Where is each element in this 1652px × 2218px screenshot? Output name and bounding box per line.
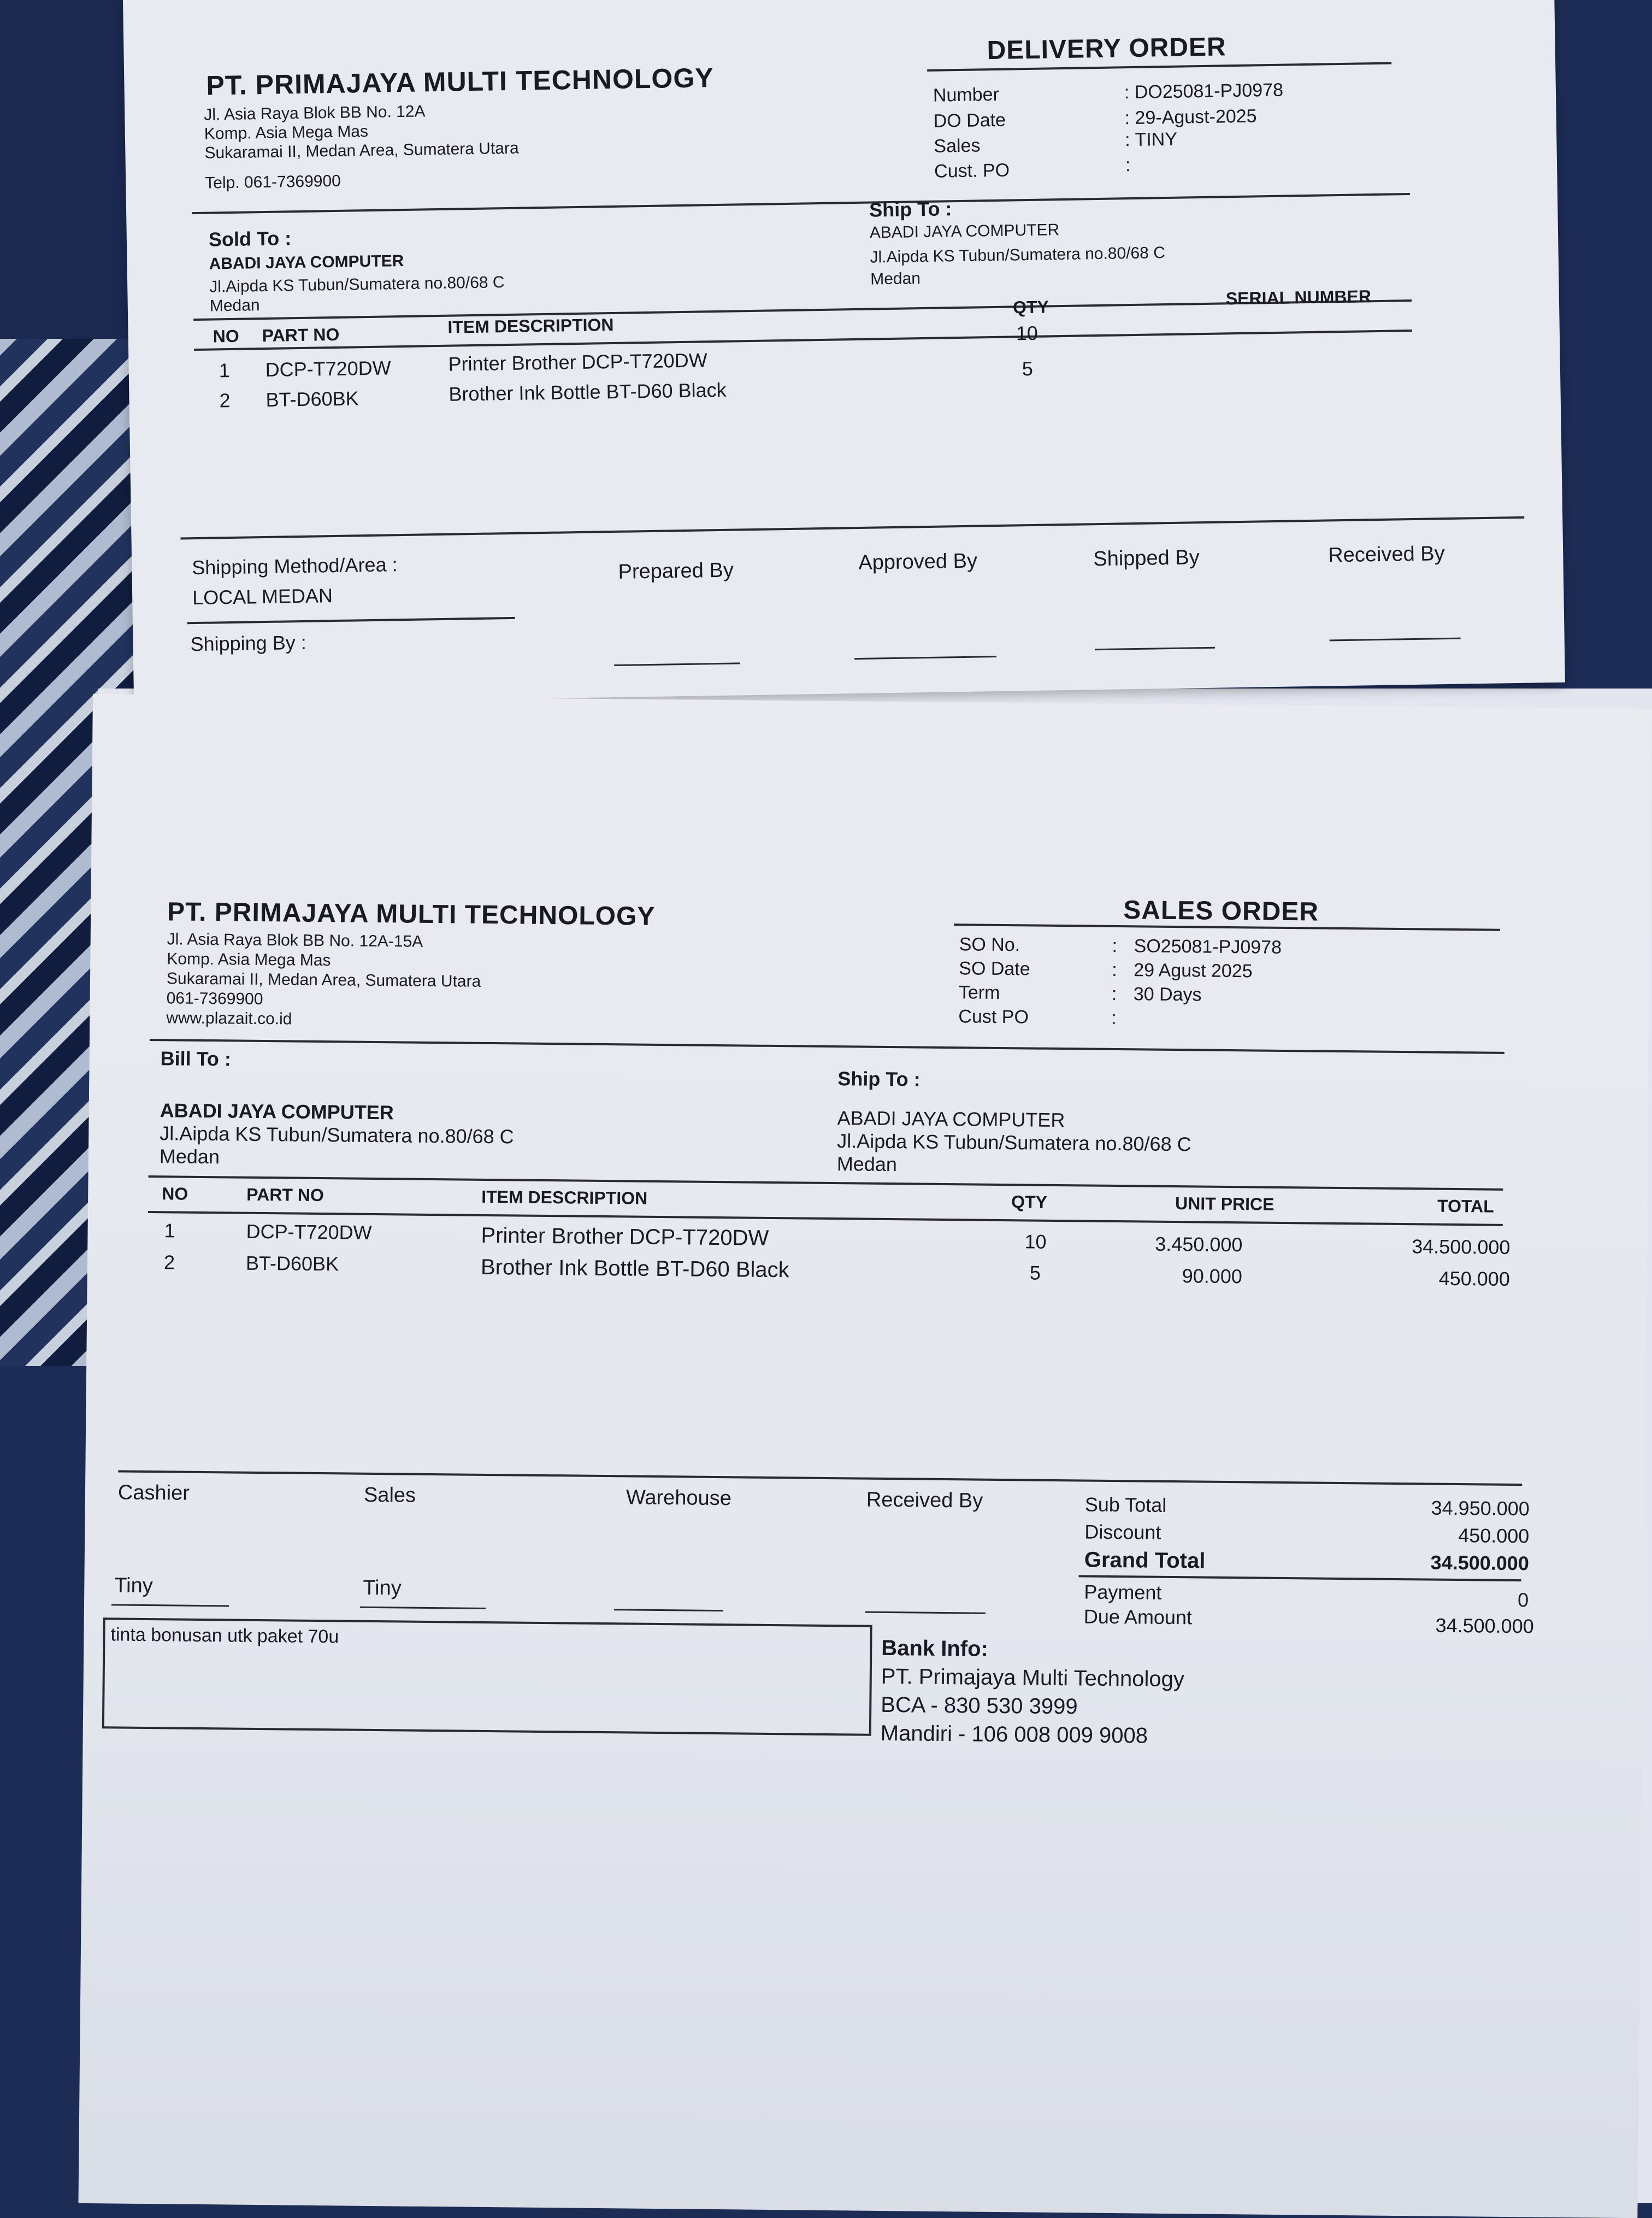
do-ship-to-label: Ship To :	[869, 197, 952, 221]
do-shipping-line	[187, 617, 515, 624]
do-footer-divider	[180, 516, 1524, 540]
do-prepared-sign-line	[614, 662, 740, 666]
so-row-desc: Brother Ink Bottle BT-D60 Black	[480, 1255, 789, 1282]
so-date-label: SO Date	[959, 958, 1030, 980]
do-ship-to-address: Jl.Aipda KS Tubun/Sumatera no.80/68 C	[870, 244, 1166, 267]
so-row-total: 34.500.000	[1412, 1235, 1511, 1258]
so-colon-4: :	[1111, 1007, 1117, 1029]
so-notes-text: tinta bonusan utk paket 70u	[110, 1624, 339, 1648]
so-row-unit: 3.450.000	[1155, 1232, 1243, 1256]
do-received-by: Received By	[1328, 542, 1445, 567]
do-prepared-by: Prepared By	[618, 558, 734, 584]
so-bank-line1: PT. Primajaya Multi Technology	[881, 1664, 1185, 1692]
so-bank-line3: Mandiri - 106 008 009 9008	[880, 1721, 1148, 1748]
so-row-no: 1	[164, 1219, 175, 1242]
do-col-qty: QTY	[1012, 297, 1049, 317]
do-table-header-line	[194, 330, 1412, 351]
so-received-sign-line	[865, 1611, 986, 1614]
do-shipped-sign-line	[1095, 647, 1215, 650]
so-row-desc: Printer Brother DCP-T720DW	[481, 1223, 769, 1250]
so-row-qty: 5	[1029, 1261, 1041, 1284]
do-shipping-method-label: Shipping Method/Area :	[192, 553, 398, 579]
do-row-desc: Brother Ink Bottle BT-D60 Black	[449, 378, 727, 405]
so-date-value: 29 Agust 2025	[1134, 960, 1253, 982]
so-ship-to-label: Ship To :	[837, 1067, 921, 1091]
so-row-part: DCP-T720DW	[246, 1220, 372, 1244]
do-company-phone: Telp. 061-7369900	[205, 172, 341, 192]
so-warehouse-label: Warehouse	[626, 1486, 732, 1510]
so-discount-value: 450.000	[1458, 1524, 1530, 1548]
so-company-address1: Jl. Asia Raya Blok BB No. 12A-15A	[167, 930, 423, 951]
do-shipping-method-value: LOCAL MEDAN	[192, 584, 333, 609]
so-subtotal-value: 34.950.000	[1431, 1496, 1530, 1520]
sales-order-sheet	[78, 694, 1651, 2218]
so-company-address3: Sukaramai II, Medan Area, Sumatera Utara	[166, 969, 481, 991]
do-col-part: PART NO	[262, 324, 340, 346]
so-number-label: SO No.	[959, 934, 1020, 956]
so-custpo-label: Cust PO	[958, 1006, 1029, 1028]
so-colon-3: :	[1111, 983, 1117, 1005]
do-row-part: DCP-T720DW	[265, 356, 391, 381]
so-cashier-sign-line	[111, 1604, 229, 1607]
do-company-address3: Sukaramai II, Medan Area, Sumatera Utara	[204, 139, 519, 162]
do-company-address2: Komp. Asia Mega Mas	[204, 122, 369, 143]
so-grand-total-value: 34.500.000	[1430, 1551, 1530, 1575]
so-due-value: 34.500.000	[1435, 1614, 1534, 1638]
do-row-qty: 10	[1016, 321, 1039, 345]
do-col-no: NO	[213, 326, 239, 346]
do-row-qty: 5	[1022, 357, 1034, 380]
so-payment-value: 0	[1517, 1589, 1529, 1611]
so-company-phone: 061-7369900	[166, 989, 263, 1009]
so-table-top-line	[149, 1175, 1503, 1191]
do-title: DELIVERY ORDER	[987, 32, 1227, 66]
do-custpo-label: Cust. PO	[934, 160, 1010, 182]
so-row-part: BT-D60BK	[245, 1251, 339, 1275]
so-term-value: 30 Days	[1133, 984, 1202, 1005]
do-company-name: PT. PRIMAJAYA MULTI TECHNOLOGY	[206, 62, 714, 101]
do-approved-by: Approved By	[858, 549, 978, 574]
do-sales-value: : TINY	[1124, 128, 1178, 151]
so-subtotal-label: Sub Total	[1084, 1493, 1167, 1516]
so-row-unit: 90.000	[1182, 1264, 1243, 1288]
so-col-unit: UNIT PRICE	[1175, 1193, 1275, 1214]
so-bank-title: Bank Info:	[881, 1635, 989, 1661]
do-ship-to-city: Medan	[870, 269, 921, 289]
so-warehouse-sign-line	[614, 1609, 723, 1611]
so-title: SALES ORDER	[1123, 896, 1319, 927]
so-received-label: Received By	[866, 1488, 983, 1513]
so-row-no: 2	[163, 1251, 175, 1274]
so-cashier-name: Tiny	[114, 1574, 153, 1598]
so-number-value: SO25081-PJ0978	[1134, 936, 1282, 958]
do-row-part: BT-D60BK	[266, 387, 359, 411]
so-sales-sign-line	[360, 1607, 486, 1609]
do-col-serial: SERIAL NUMBER	[1225, 286, 1372, 309]
so-cashier-label: Cashier	[117, 1481, 190, 1505]
do-header-divider	[192, 193, 1410, 214]
so-grand-total-line	[1079, 1575, 1521, 1581]
so-due-label: Due Amount	[1083, 1605, 1193, 1629]
so-ship-to-city: Medan	[836, 1152, 898, 1176]
do-row-no: 2	[219, 389, 231, 412]
so-notes-box	[102, 1617, 872, 1736]
so-grand-total-label: Grand Total	[1084, 1548, 1206, 1573]
so-col-part: PART NO	[246, 1184, 324, 1205]
so-row-qty: 10	[1024, 1230, 1047, 1253]
so-row-total: 450.000	[1438, 1267, 1511, 1290]
do-shipped-by: Shipped By	[1093, 546, 1200, 571]
do-sold-to-name: ABADI JAYA COMPUTER	[209, 251, 404, 273]
so-footer-divider	[118, 1470, 1522, 1486]
so-company-address2: Komp. Asia Mega Mas	[167, 950, 331, 970]
do-shipping-by-label: Shipping By :	[190, 631, 306, 656]
do-col-desc: ITEM DESCRIPTION	[447, 314, 614, 337]
so-payment-label: Payment	[1084, 1580, 1162, 1604]
do-sold-to-address: Jl.Aipda KS Tubun/Sumatera no.80/68 C	[209, 273, 505, 296]
so-bill-to-city: Medan	[159, 1145, 220, 1168]
so-colon-1: :	[1112, 935, 1118, 957]
do-number-label: Number	[933, 84, 1000, 106]
do-date-label: DO Date	[933, 109, 1006, 132]
do-ship-to-name: ABADI JAYA COMPUTER	[869, 221, 1060, 242]
do-custpo-value: :	[1125, 155, 1131, 176]
so-company-website: www.plazait.co.id	[166, 1009, 292, 1028]
do-date-value: : 29-Agust-2025	[1124, 105, 1257, 129]
so-term-label: Term	[958, 982, 1000, 1003]
so-discount-label: Discount	[1084, 1520, 1161, 1544]
do-row-desc: Printer Brother DCP-T720DW	[448, 349, 707, 375]
do-received-sign-line	[1330, 638, 1461, 642]
so-sales-label: Sales	[363, 1483, 416, 1507]
so-col-no: NO	[162, 1184, 188, 1204]
so-colon-2: :	[1112, 959, 1117, 981]
so-ship-to-address: Jl.Aipda KS Tubun/Sumatera no.80/68 C	[837, 1129, 1191, 1156]
delivery-order-sheet	[123, 0, 1565, 705]
so-ship-to-name: ABADI JAYA COMPUTER	[837, 1107, 1065, 1132]
so-col-total: TOTAL	[1437, 1196, 1494, 1216]
do-sold-to-city: Medan	[209, 296, 260, 315]
so-bill-to-name: ABADI JAYA COMPUTER	[160, 1099, 394, 1124]
so-company-name: PT. PRIMAJAYA MULTI TECHNOLOGY	[167, 897, 656, 931]
so-bill-to-address: Jl.Aipda KS Tubun/Sumatera no.80/68 C	[160, 1122, 514, 1148]
so-col-qty: QTY	[1011, 1192, 1048, 1212]
so-header-divider	[150, 1039, 1504, 1054]
so-sales-name: Tiny	[363, 1576, 402, 1600]
do-row-no: 1	[219, 359, 231, 382]
so-col-desc: ITEM DESCRIPTION	[481, 1186, 648, 1208]
do-company-address1: Jl. Asia Raya Blok BB No. 12A	[204, 102, 426, 124]
so-bank-line2: BCA - 830 530 3999	[881, 1692, 1078, 1719]
do-number-value: : DO25081-PJ0978	[1124, 79, 1284, 103]
do-sales-label: Sales	[934, 135, 981, 157]
so-bill-to-label: Bill To :	[160, 1047, 232, 1070]
do-sold-to-label: Sold To :	[208, 227, 292, 251]
do-approved-sign-line	[854, 656, 996, 660]
